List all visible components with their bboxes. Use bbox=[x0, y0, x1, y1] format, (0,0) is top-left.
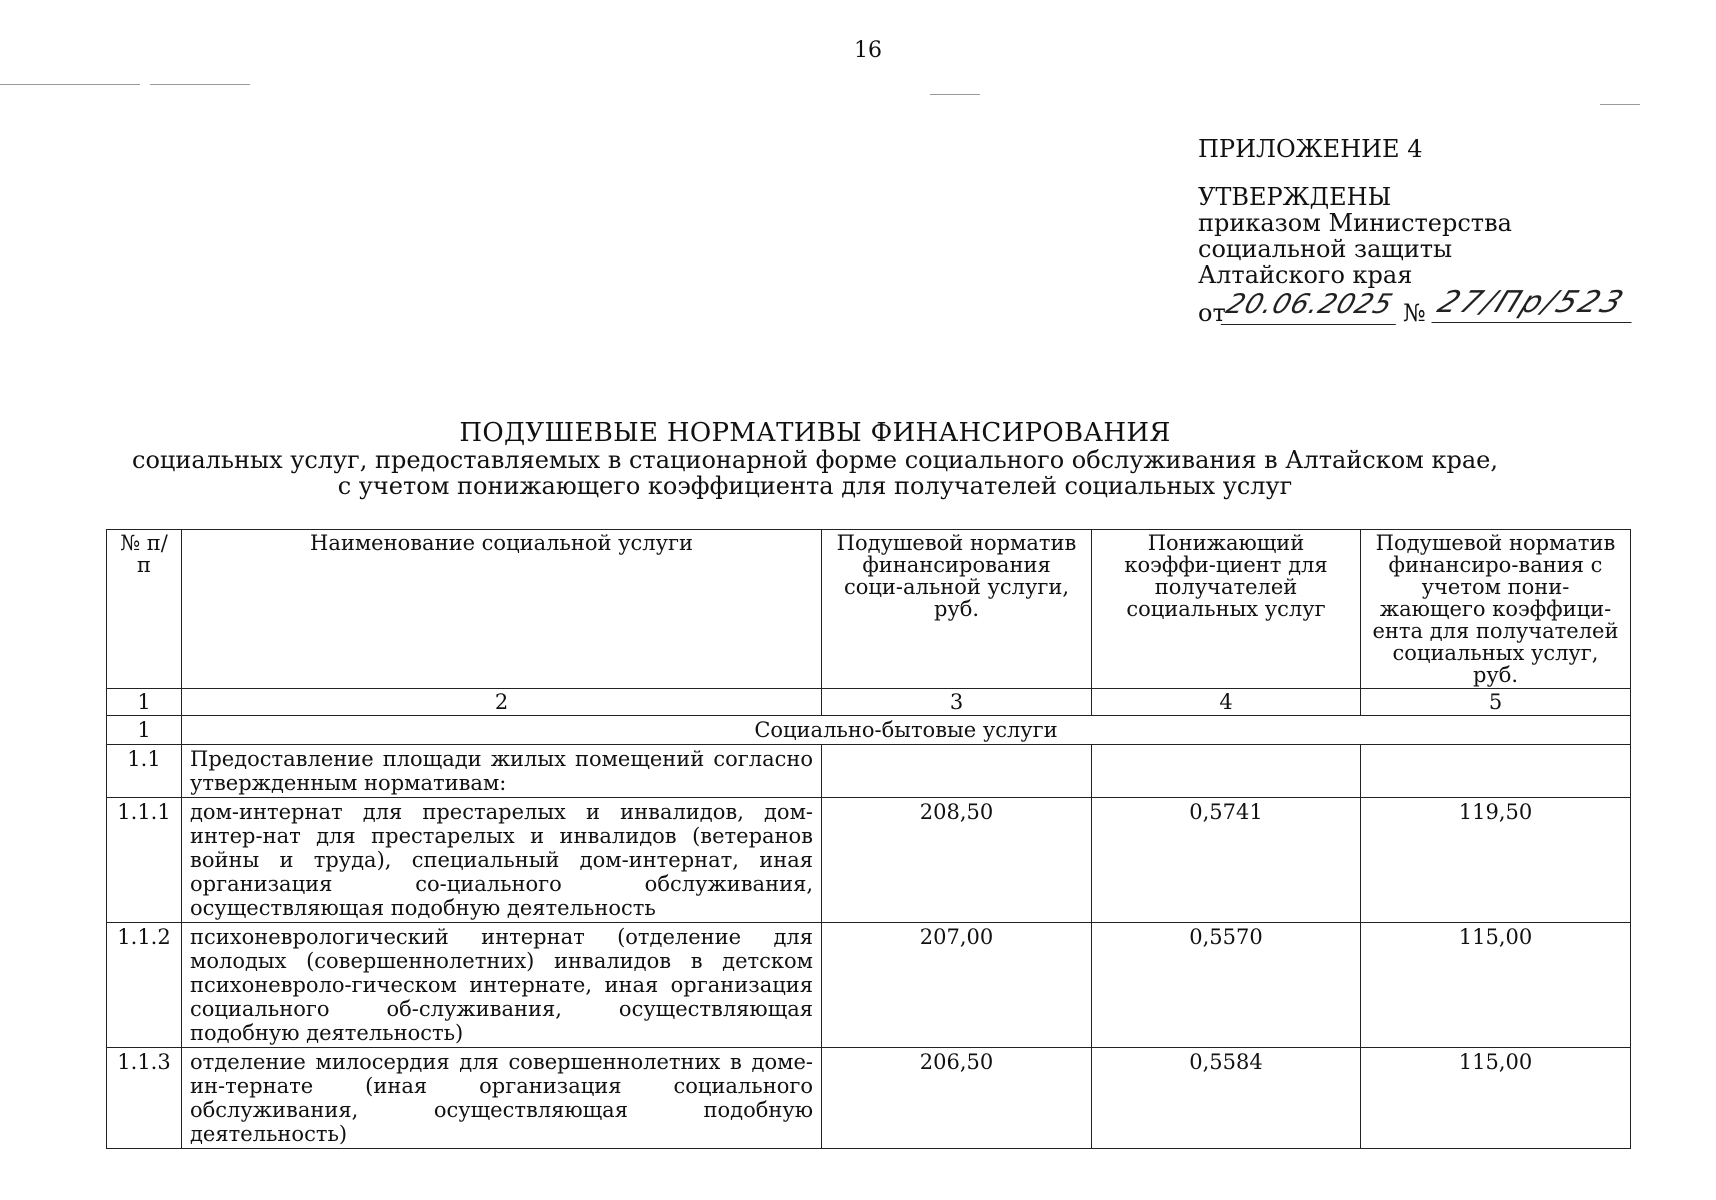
table-row bbox=[107, 798, 1631, 923]
row-num: 1.1.1 bbox=[107, 798, 182, 923]
title-subtitle-2: с учетом понижающего коэффициента для получателей социальных услуг bbox=[337, 472, 1293, 500]
scan-artifact-line bbox=[0, 84, 140, 85]
row-coef: 0,5570 bbox=[1092, 923, 1361, 1048]
column-index: 3 bbox=[822, 689, 1092, 716]
order-date-number bbox=[1198, 285, 1631, 332]
date-prefix: от bbox=[1198, 299, 1226, 327]
row-num: 1.1.3 bbox=[107, 1048, 182, 1149]
header-row bbox=[107, 530, 1631, 689]
row-num: 1.1 bbox=[107, 745, 182, 798]
title-subtitle-1: социальных услуг, предоставляемых в стационарной форме социального обслуживания в Алтайском крае, bbox=[132, 446, 1498, 474]
section-row bbox=[107, 716, 1631, 745]
row-coef bbox=[1092, 745, 1361, 798]
approval-line: Алтайского края bbox=[1198, 261, 1413, 289]
header-adjusted: Подушевой норматив финансиро-вания с учетом пони-жающего коэффици-ента для получателей социальных услуг, руб. bbox=[1361, 530, 1631, 689]
approval-line: социальной защиты bbox=[1198, 235, 1453, 263]
column-index: 4 bbox=[1092, 689, 1361, 716]
row-adjusted: 119,50 bbox=[1361, 798, 1631, 923]
header-norm: Подушевой норматив финансирования соци-альной услуги, руб. bbox=[822, 530, 1092, 689]
scan-artifact-line bbox=[150, 84, 250, 85]
row-coef: 0,5584 bbox=[1092, 1048, 1361, 1149]
header-name: Наименование социальной услуги bbox=[182, 530, 822, 689]
row-norm: 207,00 bbox=[822, 923, 1092, 1048]
handwritten-order-number: 27/Пр/523 bbox=[1431, 290, 1644, 323]
approval-block bbox=[1198, 135, 1631, 332]
scan-artifact-line bbox=[1600, 104, 1640, 105]
approved-label: УТВЕРЖДЕНЫ bbox=[1198, 183, 1392, 211]
handwritten-date: 20.06.2025 bbox=[1221, 292, 1407, 325]
row-adjusted: 115,00 bbox=[1361, 1048, 1631, 1149]
page-number: 16 bbox=[854, 38, 882, 63]
norms-table bbox=[106, 529, 1631, 1149]
title-main: ПОДУШЕВЫЕ НОРМАТИВЫ ФИНАНСИРОВАНИЯ bbox=[459, 418, 1171, 448]
approval-line: приказом Министерства bbox=[1198, 209, 1512, 237]
column-index: 2 bbox=[182, 689, 822, 716]
column-index: 5 bbox=[1361, 689, 1631, 716]
scan-artifact-line bbox=[930, 94, 980, 95]
row-num: 1.1.2 bbox=[107, 923, 182, 1048]
header-coef: Понижающий коэффи-циент для получателей социальных услуг bbox=[1092, 530, 1361, 689]
header-num: № п/п bbox=[107, 530, 182, 689]
row-adjusted bbox=[1361, 745, 1631, 798]
row-name: психоневрологический интернат (отделение для молодых (совершеннолетних) инвалидов в детском психоневроло-гическом интернате, иная организация социального об-служивания, осуществляющая подобную деятельность) bbox=[182, 923, 822, 1048]
section-num: 1 bbox=[107, 716, 182, 745]
table-row bbox=[107, 745, 1631, 798]
table-row bbox=[107, 1048, 1631, 1149]
section-title: Социально-бытовые услуги bbox=[182, 716, 1631, 745]
row-norm bbox=[822, 745, 1092, 798]
row-name: дом-интернат для престарелых и инвалидов, дом-интер-нат для престарелых и инвалидов (ветеранов войны и труда), специальный дом-интернат, иная организация со-циального обслуживания, осуществляющая подобную деятельность bbox=[182, 798, 822, 923]
column-index-row bbox=[107, 689, 1631, 716]
row-name: Предоставление площади жилых помещений согласно утвержденным нормативам: bbox=[182, 745, 822, 798]
row-norm: 206,50 bbox=[822, 1048, 1092, 1149]
table-row bbox=[107, 923, 1631, 1048]
row-name: отделение милосердия для совершеннолетних в доме-ин-тернате (иная организация социального обслуживания, осуществляющая подобную деятельность) bbox=[182, 1048, 822, 1149]
row-adjusted: 115,00 bbox=[1361, 923, 1631, 1048]
number-label: № bbox=[1403, 299, 1426, 327]
column-index: 1 bbox=[107, 689, 182, 716]
row-norm: 208,50 bbox=[822, 798, 1092, 923]
appendix-label: ПРИЛОЖЕНИЕ 4 bbox=[1198, 135, 1423, 163]
row-coef: 0,5741 bbox=[1092, 798, 1361, 923]
